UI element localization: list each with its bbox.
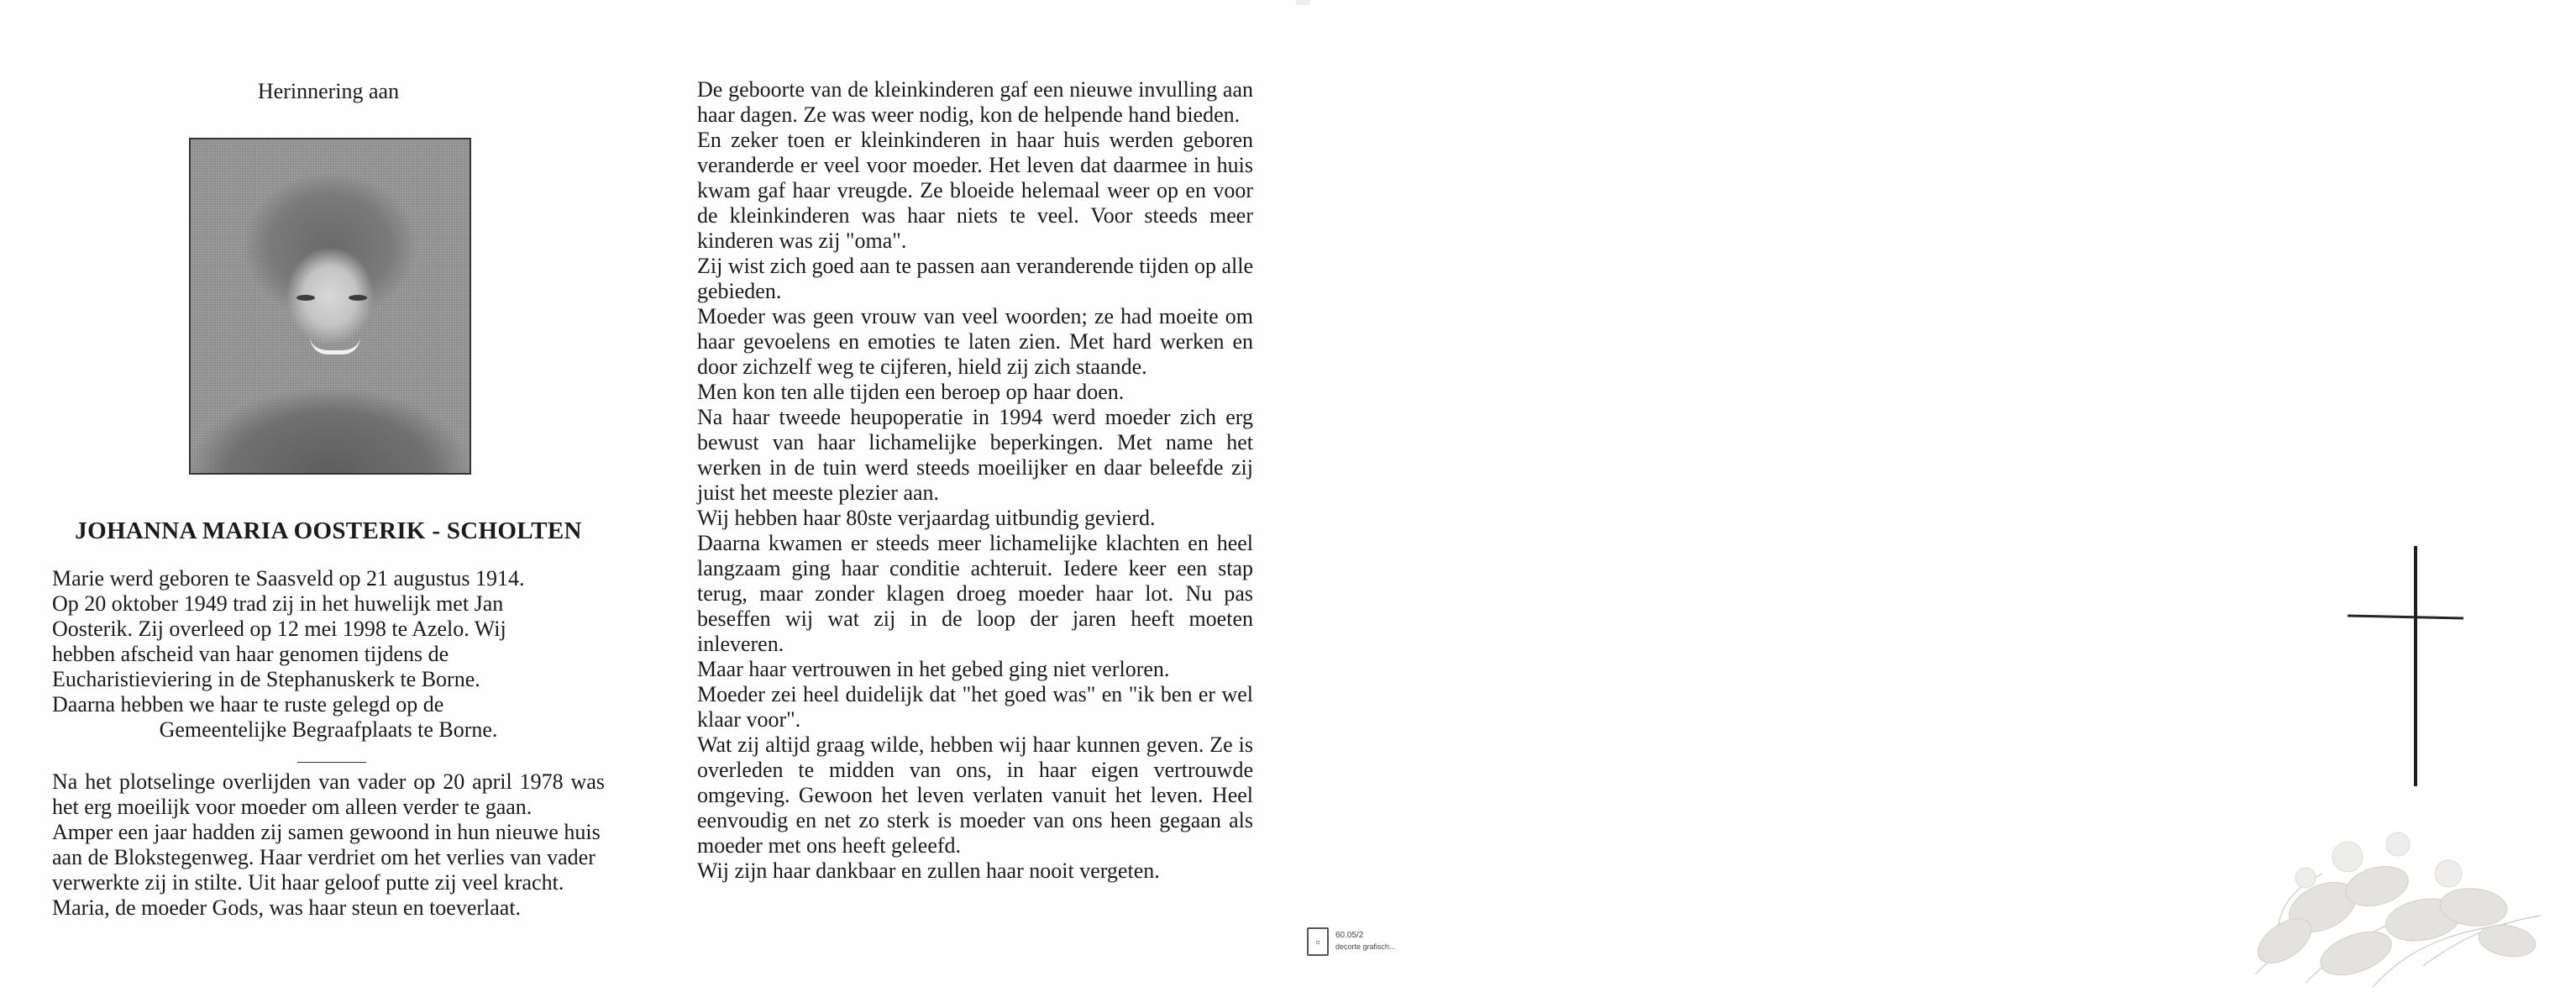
story-left <box>52 769 605 921</box>
remembrance-heading: Herinnering aan <box>257 79 400 103</box>
intro-line: Daarna hebben we haar te ruste gelegd op de <box>52 692 444 717</box>
intro-line: Marie werd geboren te Saasveld op 21 augustus 1914. <box>52 566 525 591</box>
story-paragraph: Moeder zei heel duidelijk dat "het goed was" en "ik ben er wel klaar voor". <box>697 682 1253 732</box>
story-paragraph: Amper een jaar hadden zij samen gewoond in hun nieuwe huis aan de Blokstegenweg. Haar verdriet om het verlies van vader verwerkte zij in stilte. Uit haar geloof putte zij veel kracht. Maria, de moeder Gods, was haar steun en toeverlaat. <box>52 820 601 920</box>
intro-line-last: Gemeentelijke Begraafplaats te Borne. <box>159 717 498 742</box>
story-paragraph: Zij wist zich goed aan te passen aan veranderende tijden op alle gebieden. <box>697 254 1254 303</box>
middle-column <box>697 77 1253 884</box>
publisher-mark <box>1307 926 1475 959</box>
story-paragraph: De geboorte van de kleinkinderen gaf een nieuwe invulling aan haar dagen. Ze was weer nodig, kon de helpende hand bieden. <box>697 77 1253 127</box>
card-back-page <box>1310 0 2576 1008</box>
portrait-right-eye <box>349 295 367 301</box>
portrait-left-eye <box>296 295 315 301</box>
intro-line: Oosterik. Zij overleed op 12 mei 1998 te Azelo. Wij <box>52 617 506 641</box>
intro-line: hebben afscheid van haar genomen tijdens de <box>52 642 449 666</box>
flower-illustration <box>2205 739 2558 991</box>
deceased-name: JOHANNA MARIA OOSTERIK - SCHOLTEN <box>75 517 582 544</box>
story-paragraph: Maar haar vertrouwen in het gebed ging niet verloren. <box>697 657 1170 681</box>
intro-line: Eucharistieviering in de Stephanuskerk te Borne. <box>52 667 480 691</box>
publisher-code: 60.05/2 <box>1335 931 1364 940</box>
story-paragraph: En zeker toen er kleinkinderen in haar huis werden geboren veranderde er veel voor moeder. Het leven dat daarmee in huis kwam gaf haar vreugde. Ze bloeide helemaal weer op en voor de kleinkinderen was haar niets te veel. Voor steeds meer kinderen was zij "oma". <box>697 128 1253 253</box>
portrait-smile <box>310 337 360 354</box>
cross-horizontal-bar <box>2348 615 2463 620</box>
story-paragraph: Na het plotselinge overlijden van vader op 20 april 1978 was het erg moeilijk voor moeder om alleen verder te gaan. <box>52 769 605 819</box>
intro-line: Op 20 oktober 1949 trad zij in het huwelijk met Jan <box>52 591 504 616</box>
story-paragraph: Daarna kwamen er steeds meer lichamelijke klachten en heel langzaam ging haar conditie achteruit. Iedere keer een stap terug, maar zonder klagen droeg moeder haar lot. Nu pas beseffen wij wat zij in de loop der jaren heeft moeten inleveren. <box>697 531 1253 656</box>
story-paragraph: Men kon ten alle tijden een beroep op haar doen. <box>697 380 1125 404</box>
section-divider <box>297 762 366 763</box>
story-paragraph: Wij zijn haar dankbaar en zullen haar nooit vergeten. <box>697 858 1160 883</box>
story-paragraph: Wat zij altijd graag wilde, hebben wij haar kunnen geven. Ze is overleden te midden van ons, in haar eigen vertrouwde omgeving. Gewoon het leven verlaten vanuit het leven. Heel eenvoudig en net zo sterk is moeder van ons heen gegaan als moeder met ons heeft geleefd. <box>697 732 1253 858</box>
story-paragraph: Wij hebben haar 80ste verjaardag uitbundig gevierd. <box>697 506 1156 530</box>
publisher-logo-icon: ▫ <box>1307 927 1329 956</box>
publisher-name: decorte grafisch... <box>1335 942 1396 951</box>
story-paragraph: Moeder was geen vrouw van veel woorden; ze had moeite om haar gevoelens en emoties te laten zien. Met hard werken en door zichzelf weg te cijferen, hield zij zich staande. <box>697 304 1253 379</box>
intro-paragraph <box>52 566 605 743</box>
story-paragraph: Na haar tweede heupoperatie in 1994 werd moeder zich erg bewust van haar lichamelijke beperkingen. Met name het werken in de tuin werd steeds moeilijker en daar beleefde zij juist het meeste plezier aan. <box>697 405 1253 505</box>
left-column <box>52 77 605 920</box>
portrait-photo <box>189 138 471 475</box>
